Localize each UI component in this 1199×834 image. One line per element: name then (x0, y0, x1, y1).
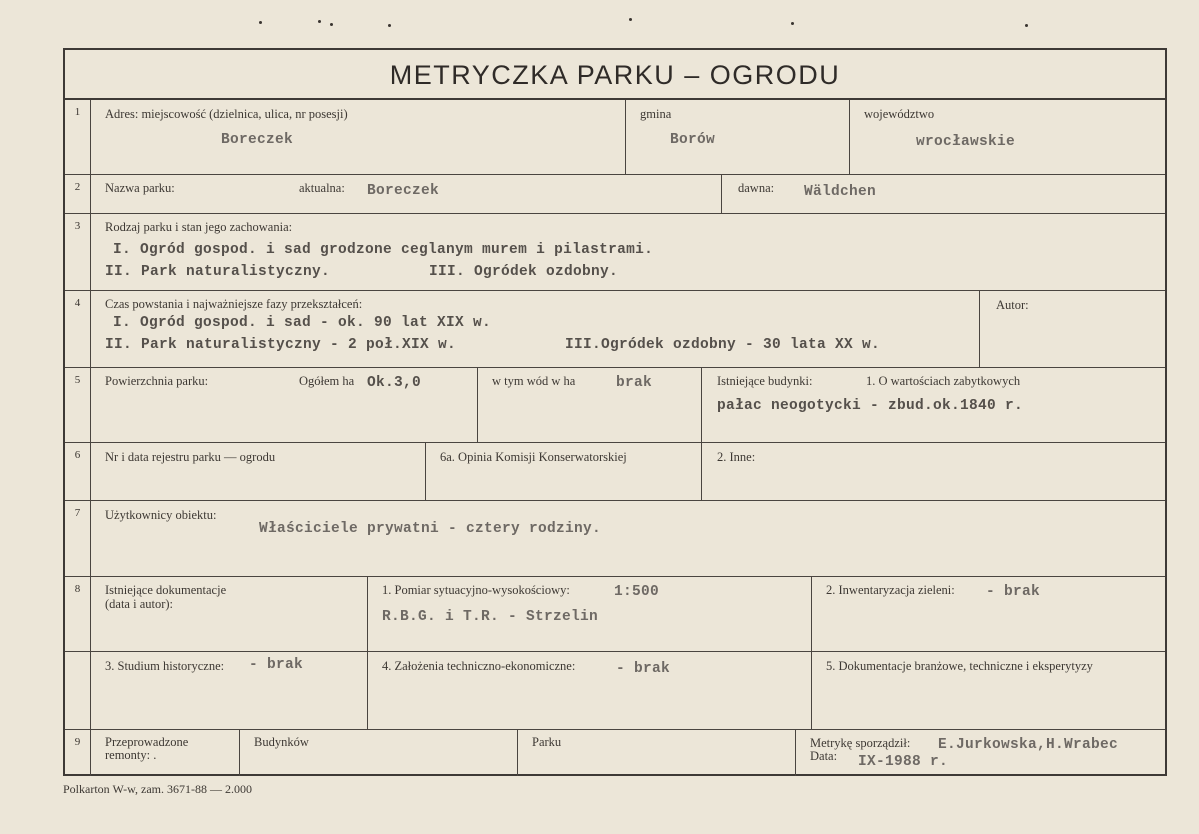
prepared-by-value[interactable]: E.Jurkowska,H.Wrabec (938, 737, 1119, 753)
history-label: Czas powstania i najważniejsze fazy przekształceń: (105, 297, 363, 311)
users-value[interactable]: Właściciele prywatni - cztery rodziny. (259, 521, 602, 537)
title-row (65, 50, 1165, 100)
row-users (65, 501, 1165, 577)
water-area-value[interactable]: brak (616, 375, 653, 391)
other-buildings-cell (701, 443, 1165, 500)
greenery-value[interactable]: - brak (986, 584, 1041, 600)
documentation-label-1: Istniejące dokumentacje (105, 583, 227, 597)
users-label: Użytkownicy obiektu: (105, 508, 217, 522)
row-number: 4 (65, 291, 91, 367)
water-area-label: w tym wód w ha (492, 374, 576, 388)
opinion-cell (425, 443, 701, 500)
history-line-2b[interactable]: III.Ogródek ozdobny - 30 lata XX w. (565, 337, 881, 353)
history-cell (91, 291, 979, 367)
survey-scale-value[interactable]: 1:500 (614, 584, 660, 600)
address-label: Adres: miejscowość (dzielnica, ulica, nr posesji) (105, 107, 348, 121)
park-type-line-1[interactable]: I. Ogród gospod. i sad grodzone ceglanym murem i pilastrami. (113, 242, 654, 258)
former-name-value[interactable]: Wäldchen (804, 184, 877, 200)
paper-speck (318, 20, 321, 23)
row-history (65, 291, 1165, 368)
date-value[interactable]: IX-1988 r. (858, 754, 949, 770)
park-type-label: Rodzaj parku i stan jego zachowania: (105, 220, 293, 234)
prepared-by-label: Metrykę sporządził: (810, 736, 911, 750)
other-buildings-label: 2. Inne: (717, 450, 756, 464)
current-name-value[interactable]: Boreczek (367, 183, 440, 199)
tech-economic-cell (367, 652, 811, 729)
former-name-label: dawna: (738, 181, 775, 195)
area-label: Powierzchnia parku: (105, 374, 209, 388)
buildings-repairs-label: Budynków (254, 735, 309, 749)
tech-economic-value[interactable]: - brak (616, 661, 671, 677)
row-register (65, 443, 1165, 501)
voivodeship-label: województwo (864, 107, 935, 121)
survey-cell (367, 577, 811, 651)
park-repairs-label: Parku (532, 735, 562, 749)
buildings-repairs-cell (239, 730, 517, 776)
opinion-label: 6a. Opinia Komisji Konserwatorskiej (440, 450, 627, 464)
total-area-label: Ogółem ha (299, 374, 355, 388)
survey-author-value[interactable]: R.B.G. i T.R. - Strzelin (382, 609, 599, 625)
paper-speck (791, 22, 794, 25)
park-name-label: Nazwa parku: (105, 181, 175, 195)
area-cell (91, 368, 477, 442)
address-value[interactable]: Boreczek (221, 132, 294, 148)
row-documentation-2 (65, 652, 1165, 730)
row-area (65, 368, 1165, 443)
history-study-label: 3. Studium historyczne: (105, 659, 225, 673)
row-number: 3 (65, 214, 91, 290)
form-frame (63, 48, 1167, 776)
branch-docs-label: 5. Dokumentacje branżowe, techniczne i eksperytyzy (826, 659, 1093, 673)
printer-imprint: Polkarton W-w, zam. 3671-88 — 2.000 (63, 782, 252, 796)
date-label: Data: (810, 749, 838, 763)
documentation-cell (91, 577, 367, 651)
gmina-cell (625, 100, 849, 174)
park-type-line-2a[interactable]: II. Park naturalistyczny. (105, 264, 331, 280)
buildings-cell (701, 368, 1165, 442)
author-label: Autor: (996, 298, 1029, 312)
heritage-buildings-label: 1. O wartościach zabytkowych (866, 374, 1021, 388)
documentation-label-2: (data i autor): (105, 597, 174, 611)
register-cell (91, 443, 425, 500)
buildings-label: Istniejące budynki: (717, 374, 813, 388)
park-name-cell (91, 175, 721, 213)
row-number: 5 (65, 368, 91, 442)
row-number-blank (65, 652, 91, 729)
history-study-value[interactable]: - brak (249, 657, 304, 673)
row-address (65, 100, 1165, 175)
tech-economic-label: 4. Założenia techniczno-ekonomiczne: (382, 659, 576, 673)
park-type-cell (91, 214, 1165, 290)
form-title: METRYCZKA PARKU – OGRODU (389, 60, 841, 90)
paper-speck (629, 18, 632, 21)
row-park-name (65, 175, 1165, 214)
register-label: Nr i data rejestru parku — ogrodu (105, 450, 276, 464)
users-cell (91, 501, 1165, 576)
paper-speck (259, 21, 262, 24)
voivodeship-value[interactable]: wrocławskie (916, 134, 1016, 150)
row-number: 9 (65, 730, 91, 776)
former-name-cell (721, 175, 1165, 213)
paper-speck (1025, 24, 1028, 27)
water-area-cell (477, 368, 701, 442)
park-type-line-2b[interactable]: III. Ogródek ozdobny. (429, 264, 619, 280)
repairs-cell (91, 730, 239, 776)
current-name-label: aktualna: (299, 181, 345, 195)
row-number: 7 (65, 501, 91, 576)
voivodeship-cell (849, 100, 1165, 174)
survey-label: 1. Pomiar sytuacyjno-wysokościowy: (382, 583, 570, 597)
row-documentation (65, 577, 1165, 652)
gmina-value[interactable]: Borów (670, 132, 716, 148)
repairs-label-1: Przeprowadzone (105, 735, 189, 749)
branch-docs-cell (811, 652, 1165, 729)
heritage-buildings-value[interactable]: pałac neogotycki - zbud.ok.1840 r. (717, 398, 1024, 414)
row-number: 8 (65, 577, 91, 651)
row-number: 6 (65, 443, 91, 500)
total-area-value[interactable]: Ok.3,0 (367, 375, 422, 391)
greenery-label: 2. Inwentaryzacja zieleni: (826, 583, 955, 597)
author-cell (979, 291, 1165, 367)
row-park-type (65, 214, 1165, 291)
gmina-label: gmina (640, 107, 672, 121)
park-repairs-cell (517, 730, 795, 776)
repairs-label-2: remonty: . (105, 748, 157, 762)
row-number: 2 (65, 175, 91, 213)
row-repairs (65, 730, 1165, 776)
history-line-2a[interactable]: II. Park naturalistyczny - 2 poł.XIX w. (105, 337, 457, 353)
paper-speck (388, 24, 391, 27)
prepared-by-cell (795, 730, 1165, 776)
history-line-1[interactable]: I. Ogród gospod. i sad - ok. 90 lat XIX w. (113, 315, 492, 331)
address-cell (91, 100, 625, 174)
history-study-cell (91, 652, 367, 729)
paper-speck (330, 23, 333, 26)
greenery-cell (811, 577, 1165, 651)
row-number: 1 (65, 100, 91, 174)
